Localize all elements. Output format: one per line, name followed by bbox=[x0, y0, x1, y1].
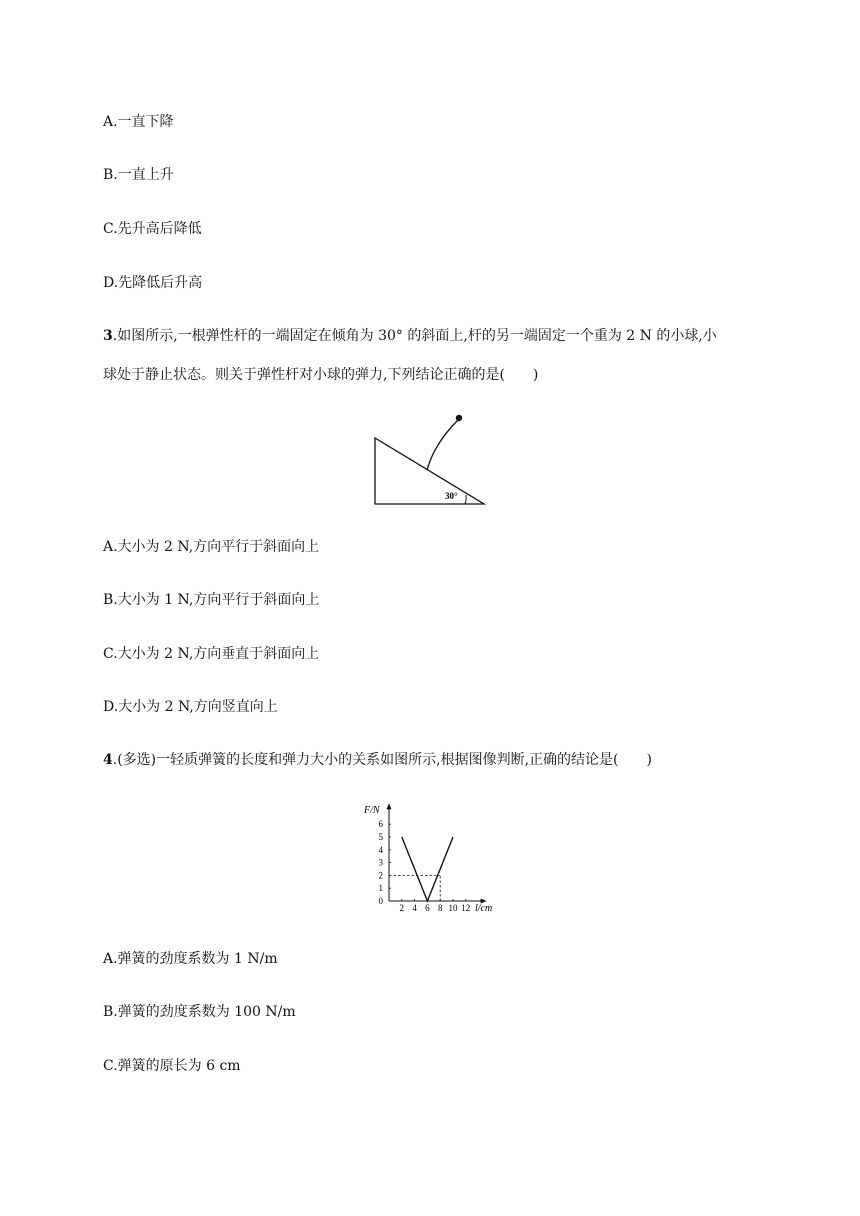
q3-stem-line2: 球处于静止状态。则关于弹性杆对小球的弹力,下列结论正确的是( ) bbox=[103, 367, 539, 383]
x-tick-label: 4 bbox=[412, 903, 417, 913]
q2-option-c: C.先升高后降低 bbox=[103, 221, 202, 237]
q4-option-c: C.弹簧的原长为 6 cm bbox=[103, 1058, 241, 1074]
y-axis-label: F/N bbox=[364, 805, 380, 816]
q3-option-d: D.大小为 2 N,方向竖直向上 bbox=[103, 699, 278, 715]
q4-option-a: A.弹簧的劲度系数为 1 N/m bbox=[103, 951, 278, 967]
x-tick-label: 2 bbox=[399, 903, 405, 913]
q4-stem bbox=[103, 750, 652, 770]
y-tick-label: 6 bbox=[378, 819, 383, 830]
y-tick-label: 2 bbox=[378, 870, 383, 881]
x-tick-label: 10 bbox=[448, 903, 458, 913]
q3-stem-text: .如图所示,一根弹性杆的一端固定在倾角为 30° 的斜面上,杆的另一端固定一个重为 2 N 的小球,小 bbox=[112, 328, 717, 344]
q2-option-b: B.一直上升 bbox=[103, 167, 174, 183]
q3-incline-figure bbox=[370, 410, 492, 510]
q3-option-c: C.大小为 2 N,方向垂直于斜面向上 bbox=[103, 646, 320, 662]
q3-option-b: B.大小为 1 N,方向平行于斜面向上 bbox=[103, 592, 320, 608]
incline-triangle bbox=[375, 438, 484, 504]
angle-label: 30° bbox=[445, 491, 458, 501]
q3-stem-line1 bbox=[103, 326, 717, 346]
x-axis-label: l/cm bbox=[475, 903, 493, 914]
q4-option-b: B.弹簧的劲度系数为 100 N/m bbox=[103, 1004, 296, 1020]
q4-stem-text: .(多选)一轻质弹簧的长度和弹力大小的关系如图所示,根据图像判断,正确的结论是( ) bbox=[112, 752, 652, 768]
q4-number: 4 bbox=[103, 752, 113, 768]
x-tick-label: 6 bbox=[425, 903, 430, 913]
x-tick-label: 12 bbox=[461, 903, 471, 913]
elastic-rod bbox=[427, 420, 458, 470]
series-line bbox=[402, 837, 453, 901]
y-tick-label: 4 bbox=[378, 844, 383, 855]
q2-option-a: A.一直下降 bbox=[103, 114, 174, 130]
angle-arc bbox=[465, 495, 466, 504]
ball bbox=[456, 415, 462, 421]
y-tick-label: 1 bbox=[378, 883, 383, 894]
y-tick-label: 3 bbox=[378, 857, 383, 868]
y-tick-label: 0 bbox=[378, 896, 383, 906]
q2-option-d: D.先降低后升高 bbox=[103, 275, 203, 291]
y-tick-label: 5 bbox=[378, 832, 383, 842]
q3-number: 3 bbox=[103, 328, 113, 344]
q3-option-a: A.大小为 2 N,方向平行于斜面向上 bbox=[103, 539, 320, 555]
y-axis-arrow bbox=[387, 803, 392, 809]
x-tick-label: 8 bbox=[437, 903, 443, 913]
spring-force-chart bbox=[360, 798, 505, 920]
